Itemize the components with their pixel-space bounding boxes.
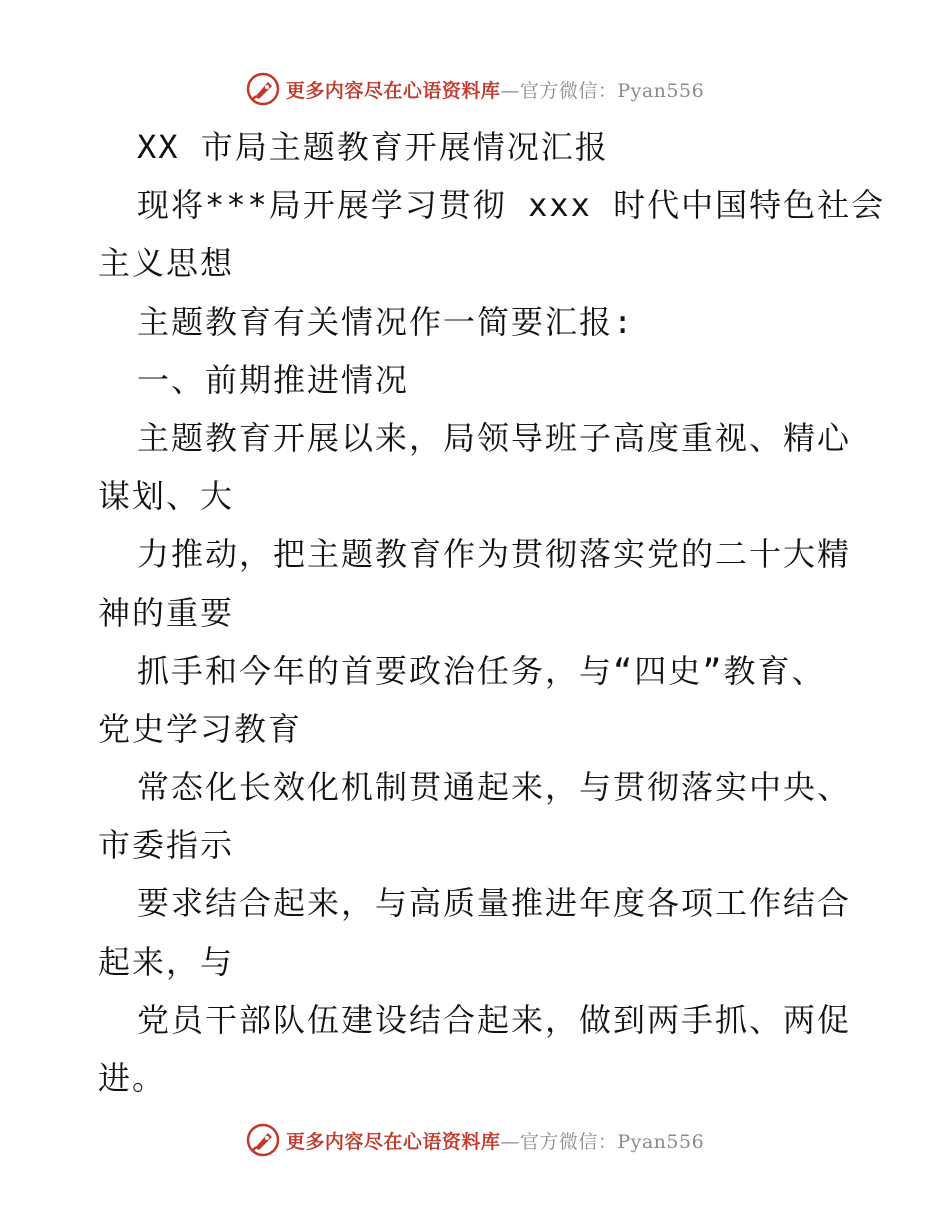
paragraph-line: 神的重要 xyxy=(98,593,235,632)
paragraph-line: 主题教育有关情况作一简要汇报: xyxy=(137,302,635,341)
paragraph-line: 主义思想 xyxy=(98,244,235,283)
paragraph-line: 进。 xyxy=(98,1059,167,1097)
paragraph-line: 谋划、大 xyxy=(98,477,235,516)
paragraph-line: 党员干部队伍建设结合起来，做到两手抓、两促 xyxy=(137,1000,852,1039)
watermark-dash: — xyxy=(500,1130,520,1153)
paragraph-line: 一、前期推进情况 xyxy=(137,360,410,399)
pen-nib-logo-icon xyxy=(246,72,280,106)
watermark-dash: — xyxy=(500,79,520,102)
pen-nib-logo-icon xyxy=(246,1123,280,1157)
watermark-text xyxy=(286,1127,704,1154)
paragraph-line: 要求结合起来，与高质量推进年度各项工作结合 xyxy=(137,884,852,923)
watermark-sub: 官方微信：Pyan556 xyxy=(519,1130,705,1153)
paragraph-line: 党史学习教育 xyxy=(98,709,303,748)
paragraph-line: 市委指示 xyxy=(98,826,235,865)
paragraph-line: 起来，与 xyxy=(98,942,235,981)
watermark-main: 更多内容尽在心语资料库 xyxy=(285,79,501,102)
watermark-sub: 官方微信：Pyan556 xyxy=(519,79,705,102)
paragraph-line: 抓手和今年的首要政治任务，与“四史”教育、 xyxy=(137,651,826,690)
paragraph-line: 现将***局开展学习贯彻 xxx 时代中国特色社会 xyxy=(137,186,886,225)
watermark-main: 更多内容尽在心语资料库 xyxy=(285,1130,501,1153)
paragraph-line: 力推动，把主题教育作为贯彻落实党的二十大精 xyxy=(137,535,852,574)
document-body xyxy=(98,118,886,1107)
watermark-text xyxy=(286,76,704,103)
footer-watermark xyxy=(0,1123,950,1157)
paragraph-line: 常态化长效化机制贯通起来，与贯彻落实中央、 xyxy=(137,768,852,807)
document-title: XX 市局主题教育开展情况汇报 xyxy=(137,128,609,166)
header-watermark xyxy=(0,72,950,106)
paragraph-line: 主题教育开展以来，局领导班子高度重视、精心 xyxy=(137,418,852,457)
